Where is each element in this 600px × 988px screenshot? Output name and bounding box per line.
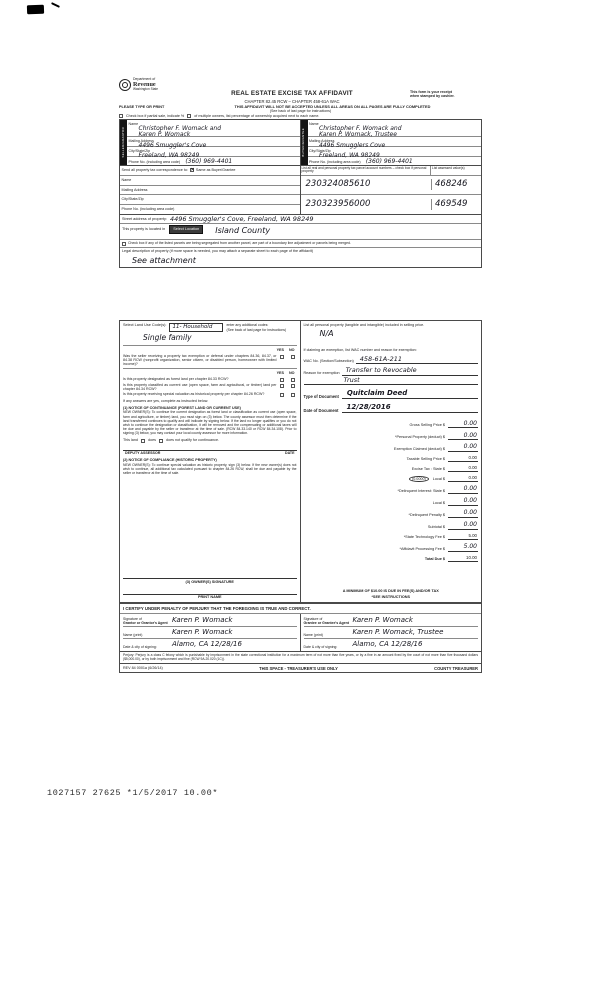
fee-row-subtotal: [304, 521, 479, 530]
seller-name-label: Name: [128, 121, 139, 126]
fee-row-excise-state: [304, 465, 479, 472]
fee-value: 0.00: [448, 455, 478, 462]
fee-label: Subtotal $: [427, 525, 445, 530]
seller-phone-value: (360) 969-4401: [185, 157, 233, 165]
fee-label: Exemption Claimed (deduct) $: [393, 447, 445, 452]
fee-value: 0.00: [448, 509, 478, 518]
chapter-line: CHAPTER 82.45 RCW – CHAPTER 458-61A WAC: [244, 99, 340, 105]
current-use-no-checkbox: [291, 384, 295, 388]
compliance-notice-body: NEW OWNER(S): To continue special valuation as historic property, sign (3) below. If the new owner(s) does not wish to continue, all additional tax calculated pursuant to chapter 84.26 RCW, shall be due and payable by the seller or transferor at the time of sale.: [123, 462, 297, 476]
grantee-print-name-row: [304, 627, 479, 639]
personal-property-label: List all personal property (tangible and intangible) included in selling price.: [303, 323, 425, 327]
correspondence-phone-label: Phone No. (including area code): [121, 207, 175, 212]
document-date-row: [304, 403, 479, 413]
dept-line3: Washington State: [133, 87, 159, 92]
grantee-signature-row: [304, 615, 479, 627]
grantor-sig-label-line2: Grantor or Grantor's Agent: [123, 620, 168, 625]
if-yes-note: If any answers are yes, complete as instructed below.: [123, 398, 209, 403]
continuance-notice-body: NEW OWNER(S): To continue the current designation as forest land or classification as current use (open space, farm and agriculture, or timber) land, you must sign on (3) below. The county assessor must then determine if the land transferred continues to qualify and will indicate by signing below. If the land no longer qualifies or you do not wish to continue the designation or classification, it will be removed and the compensating or additional taxes will be due and payable by the seller or transferor at the time of sale. (RCW 84.33.140 or RCW 84.34.108). Prior to signing (3) below, you may contact your local county assessor for more information.: [123, 410, 297, 436]
buyer-name-value2: Karen P. Womack, Trustee: [319, 131, 397, 139]
fee-label: Gross Selling Price $: [409, 423, 445, 428]
document-date-label: Date of Document: [303, 408, 339, 414]
located-in-row: [120, 224, 481, 239]
parcel-row: [301, 195, 482, 214]
personal-property-value: N/A: [319, 328, 334, 338]
grantee-date-label: Date & city of signing:: [303, 644, 338, 649]
fee-label: *State Technology Fee $: [403, 534, 445, 539]
parcels-header-left: List all real and personal property tax parcel account numbers – check box if personal property: [301, 166, 432, 175]
minimum-due-note: [304, 589, 479, 600]
correspondence-name-row: [120, 176, 300, 186]
deferral-no-checkbox: [291, 355, 295, 359]
seller-address-label: Mailing Address: [128, 138, 154, 143]
grantor-date-value: Alamo, CA 12/28/16: [172, 639, 242, 648]
fee-row-taxable: [304, 455, 479, 462]
legal-description-value: See attachment: [132, 256, 196, 265]
fee-table: [304, 416, 479, 561]
grantee-signature-label: [304, 617, 350, 625]
buyer-city-row: [308, 147, 482, 157]
county-treasurer-label: COUNTY TREASURER: [434, 665, 478, 671]
wac-number-row: [304, 355, 479, 364]
fee-row-personal-property: [304, 432, 479, 441]
historic-question: Is this property receiving special valuation as historical property per chapter 84.26 RCW?: [123, 392, 265, 397]
fee-row-delinquent-interest-state: [304, 485, 479, 494]
fee-label: *Affidavit Processing Fee $: [399, 546, 445, 551]
correspondence-send-row: [120, 166, 300, 176]
current-use-question-row: [123, 383, 297, 392]
fee-value: 0.00: [448, 432, 478, 441]
deferral-yes-no-header: [123, 348, 297, 353]
exemption-reason-value: Transfer to Revocable: [342, 366, 478, 375]
scan-tick-mark: [51, 2, 60, 8]
located-in-value: Island County: [215, 226, 271, 235]
fee-label-local: [304, 477, 449, 482]
exemption-reason-label: Reason for exemption: [303, 370, 340, 375]
seller-address-row: [127, 137, 300, 147]
divider: [123, 368, 297, 369]
continuance-qualify-row: [123, 438, 297, 443]
land-use-see-back: (See back of last page for instructions): [226, 327, 287, 332]
forest-land-question: Is this property designated as forest land per chapter 84.33 RCW?: [123, 376, 229, 381]
fee-label: Total Due $: [424, 556, 445, 561]
fee-label: Local $: [432, 501, 445, 506]
current-use-answer-boxes: [280, 383, 297, 392]
grantee-date-row: [304, 639, 479, 650]
cashier-receipt-stamp: 1027157 27625 *1/5/2017 10.00*: [47, 788, 219, 798]
land-use-notes: [226, 323, 296, 332]
partial-sale-label: Check box if partial sale, indicate %: [126, 114, 185, 118]
not-accepted-note: THIS AFFIDAVIT WILL NOT BE ACCEPTED UNLESS ALL AREAS ON ALL PAGES ARE FULLY COMPLETED: [234, 104, 431, 109]
grantor-date-label: Date & city of signing:: [123, 644, 157, 649]
fee-label: Local $: [432, 477, 445, 482]
certify-statement: I CERTIFY UNDER PENALTY OF PERJURY THAT THE FOREGOING IS TRUE AND CORRECT.: [120, 604, 481, 614]
middle-sections: [119, 320, 482, 603]
dor-logo-text: [133, 78, 158, 92]
seller-city-label: City/State/Zip: [128, 148, 151, 153]
current-use-question: Is this property classified as current use (open space, farm and agricultural, or timber) land per chapter 84.34 RCW?: [123, 382, 277, 391]
seller-tab-label: SELLER/GRANTOR: [120, 127, 125, 158]
exemption-reason-row: [304, 366, 479, 375]
historic-answer-boxes: [280, 392, 297, 397]
buyer-tab-label: BUYER/GRANTEE: [301, 128, 306, 157]
rev-number: REV 84 0001a (6/26/14): [123, 665, 163, 670]
fee-value: 0.00: [448, 497, 478, 506]
compliance-notice-title: (2) NOTICE OF COMPLIANCE (HISTORIC PROPERTY): [123, 458, 217, 463]
buyer-city-value: Freeland, WA 98249: [319, 151, 380, 159]
document-type-row: [304, 389, 479, 399]
parcel-row: [301, 176, 482, 196]
excise-tax-affidavit-document: [119, 77, 482, 671]
grantor-signature-label: [123, 617, 169, 625]
same-as-buyer-checkbox: [190, 168, 194, 172]
buyer-address-label: Mailing Address: [309, 138, 335, 143]
parcel-number-2: 230323956000: [305, 199, 371, 210]
buyer-name-value: Christopher F. Womack and: [319, 124, 402, 132]
grantor-print-name-label: Name (print): [123, 632, 143, 637]
legal-description-label: Legal description of property (if more space is needed, you may attach a separate sheet to each page of the affidavit): [122, 249, 313, 253]
document-date-value: 12/28/2016: [342, 403, 478, 413]
seller-city-row: [127, 147, 300, 157]
form-title-block: [197, 90, 387, 105]
deputy-assessor-row: [123, 450, 297, 456]
grantor-signature-cell: [120, 614, 301, 651]
fee-label: Excise Tax : State $: [411, 467, 445, 472]
receipt-note-line1: This form is your receipt: [410, 90, 452, 94]
historic-no-checkbox: [291, 393, 295, 397]
fee-row-processing-fee: [304, 543, 479, 552]
exemption-intro: If claiming an exemption, list WAC number and reason for exemption:: [303, 348, 417, 353]
wac-number-value: 458-61A-211: [356, 355, 478, 364]
parties-section: [119, 119, 482, 215]
correspondence-address-label: Mailing Address: [121, 187, 148, 192]
print-name-line: PRINT NAME: [123, 594, 297, 600]
fee-value: 0.00: [448, 475, 478, 482]
seller-grantor-section: [120, 120, 300, 166]
fee-label: *Delinquent Interest: State $: [397, 489, 445, 494]
land-use-code-value2: Single family: [143, 333, 192, 343]
section5-no-header: NO: [288, 370, 295, 375]
grantee-sig-label-line1: Signature of: [303, 616, 323, 621]
this-land-label: This land: [123, 438, 138, 443]
grantor-print-name-value: Karen P. Womack: [172, 627, 233, 636]
form-title: REAL ESTATE EXCISE TAX AFFIDAVIT: [231, 90, 353, 97]
fee-row-total-due: [304, 555, 479, 562]
see-instructions-text: *SEE INSTRUCTIONS: [371, 594, 411, 599]
fee-row-technology-fee: [304, 533, 479, 540]
seller-name-value: Christopher F. Womack and: [138, 124, 222, 132]
correspondence-phone-row: [120, 205, 300, 214]
correspondence-name-label: Name: [121, 177, 132, 182]
signature-grid: [120, 614, 481, 651]
seller-name-value2: Karen P. Womack: [138, 131, 191, 139]
correspondence-send-label: Send all property tax correspondence to:: [121, 167, 188, 172]
buyer-address-value: 4496 Smugglers Cove: [319, 141, 386, 149]
type-or-print-note: PLEASE TYPE OR PRINT: [119, 105, 165, 109]
land-use-row: [123, 323, 297, 332]
segregated-note: Check box if any of the listed parcels are being segregated from another parcel, are part of a boundary line adjustment or parcels being merged.: [128, 241, 351, 246]
multiple-owners-checkbox: [187, 114, 191, 118]
seller-phone-row: [127, 157, 300, 166]
dor-logo-seal-icon: [119, 79, 131, 91]
does-not-checkbox: [159, 439, 163, 443]
fee-row-delinquent-penalty: [304, 509, 479, 518]
street-address-value: 4496 Smuggler's Cove, Freeland, WA 98249: [169, 214, 314, 223]
see-back-note: (See back of last page for instructions): [269, 109, 332, 113]
correspondence-address-row: [120, 186, 300, 196]
forest-no-checkbox: [291, 378, 295, 382]
fee-value: 10.00: [448, 555, 478, 562]
seller-phone-label: Phone No. (including area code): [128, 159, 181, 164]
fee-label: *Personal Property (deduct) $: [394, 435, 445, 440]
buyer-name-label: Name: [309, 121, 319, 126]
parcels-section: [301, 166, 482, 214]
legal-description-row: [120, 247, 481, 256]
exemption-reason-value2: Trust: [304, 376, 479, 385]
fee-value: 0.00: [448, 485, 478, 494]
street-address-label: Street address of property:: [122, 216, 167, 221]
certification-section: [119, 603, 482, 673]
seller-column: [120, 120, 301, 214]
deferral-question: Was the seller receiving a property tax exemption or deferral under chapters 84.36, 84.37, or 84.38 RCW (nonprofit organization, senior citizen, or disabled person, homeowner with limited income)?: [123, 353, 277, 367]
yes-header: YES: [276, 347, 284, 352]
does-not-label: does not qualify for continuance.: [165, 438, 220, 443]
buyer-city-label: City/State/Zip: [309, 148, 331, 153]
buyer-phone-value: (360) 969-4401: [365, 157, 413, 165]
fee-value: 0.00: [448, 420, 478, 429]
assessed-value-2: 469549: [431, 199, 481, 210]
deferral-question-row: [123, 354, 297, 367]
buyer-column: [301, 120, 482, 214]
receipt-note-line2: when stamped by cashier.: [410, 94, 455, 99]
same-as-buyer-label: Same as Buyer/Grantee: [195, 167, 236, 172]
fee-row-delinquent-interest-local: [304, 497, 479, 506]
fee-value: 0.00: [448, 465, 478, 472]
historic-question-row: [123, 392, 297, 397]
land-use-code-value: 11- Household: [169, 323, 223, 332]
fee-value: 0.00: [448, 521, 478, 530]
date-label: DATE: [284, 451, 295, 456]
continuance-notice-title: (1) NOTICE OF CONTINUANCE (FOREST LAND OR CURRENT USE): [123, 405, 241, 410]
located-in-label: This property is located in: [122, 226, 166, 231]
parcels-header-right: List assessed value(s): [432, 165, 465, 170]
form-footer-row: [120, 663, 481, 672]
receipt-note: [410, 90, 482, 99]
forest-land-question-row: [123, 377, 297, 382]
parcel-number-1: 230324085610: [305, 179, 371, 190]
section5-yes-header: YES: [276, 370, 284, 375]
document-type-label: Type of Document: [303, 393, 339, 399]
scan-corner-mark: [27, 5, 44, 15]
dept-line2: Revenue: [133, 80, 156, 88]
fee-value: 5.00: [448, 543, 478, 552]
fee-value: 0.00: [448, 443, 478, 452]
assessed-value-1: 468246: [431, 179, 481, 190]
buyer-name-row: [308, 120, 482, 137]
form-header: [119, 78, 482, 119]
fee-value: 5.00: [448, 533, 478, 540]
multiple-owners-label: of multiple owners, list percentage of ownership acquired next to each name.: [194, 114, 320, 118]
historic-yes-checkbox: [280, 393, 284, 397]
exemption-column: [301, 321, 482, 602]
additional-codes-label: enter any additional codes:: [226, 323, 269, 327]
buyer-phone-label: Phone No. (including area code): [309, 159, 361, 164]
seller-name-row: [127, 120, 300, 137]
seller-address-value: 4496 Smuggler's Cove: [138, 141, 207, 149]
local-rate-value: (0.0000): [409, 476, 429, 482]
deferral-yes-checkbox: [280, 355, 284, 359]
perjury-notice: Perjury: Perjury is a class C felony which is punishable by imprisonment in the state correctional institution for a maximum term of not more than five years, or by a fine in an amount fixed by the court of not more than five thousand dollars ($5,000.00), or by both imprisonment and fine (RCW 9A.20.020 (1C)).: [120, 651, 481, 663]
parcels-header: [301, 166, 482, 176]
fee-label: Taxable Selling Price $: [406, 457, 445, 462]
seller-fields: [127, 120, 300, 165]
minimum-due-text: A MINIMUM OF $10.00 IS DUE IN FEE(S) AND/OR TAX: [342, 589, 439, 594]
correspondence-section: [120, 166, 300, 214]
treasurer-space-label: THIS SPACE - TREASURER'S USE ONLY: [259, 665, 338, 671]
forest-yes-checkbox: [280, 378, 284, 382]
segregated-row: [120, 239, 481, 247]
current-use-yes-checkbox: [280, 384, 284, 388]
seller-city-value: Freeland, WA 98249: [138, 151, 200, 159]
section5-yes-no-header: [123, 371, 297, 376]
grantor-date-row: [123, 639, 297, 650]
grantee-signature-value: Karen P. Womack: [352, 615, 413, 624]
deferral-answer-boxes: [280, 354, 297, 367]
grantee-print-name-label: Name (print): [303, 632, 323, 637]
grantee-sig-label-line2: Grantee or Grantee's Agent: [303, 620, 349, 625]
property-section: [119, 215, 482, 268]
land-use-label: Select Land Use Code(s):: [123, 323, 167, 327]
select-location-dropdown: Select Location: [169, 225, 203, 234]
grantor-signature-row: [123, 615, 297, 627]
buyer-grantee-section: [301, 120, 482, 166]
fee-label: *Delinquent Penalty $: [408, 513, 445, 518]
fee-row-exemption-claimed: [304, 443, 479, 452]
grantor-print-name-row: [123, 627, 297, 639]
forest-answer-boxes: [280, 377, 297, 382]
deputy-assessor-label: DEPUTY ASSESSOR: [125, 451, 161, 456]
spacer: [123, 585, 297, 594]
correspondence-city-row: [120, 195, 300, 205]
does-label: does: [147, 438, 156, 443]
correspondence-city-label: City/State/Zip: [121, 197, 144, 202]
street-address-row: [120, 215, 481, 224]
buyer-phone-row: [308, 157, 482, 166]
no-header: NO: [288, 347, 295, 352]
grantee-signature-cell: [301, 614, 482, 651]
document-type-value: Quitclaim Deed: [342, 389, 478, 399]
buyer-section-tab: [301, 120, 308, 165]
divider: [123, 345, 297, 346]
grantee-date-value: Alamo, CA 12/28/16: [352, 639, 423, 648]
segregated-checkbox: [122, 242, 126, 246]
seller-section-tab: [120, 120, 127, 165]
fee-row-excise-local: [304, 475, 479, 482]
land-use-column: [120, 321, 301, 602]
does-checkbox: [141, 439, 145, 443]
owners-signature-line: (3) OWNER(S) SIGNATURE: [123, 578, 297, 584]
wac-number-label: WAC No. (Section/Subsection): [303, 359, 354, 364]
grantor-sig-label-line1: Signature of: [123, 616, 142, 621]
grantee-print-name-value: Karen P. Womack, Trustee: [352, 627, 444, 636]
dept-line1: Department of: [133, 77, 156, 81]
grantor-signature-value: Karen P. Womack: [172, 615, 233, 624]
buyer-address-row: [308, 137, 482, 147]
fee-row-gross: [304, 420, 479, 429]
dor-logo: [119, 78, 158, 92]
buyer-fields: [308, 120, 482, 165]
partial-sale-checkbox: [119, 114, 123, 118]
